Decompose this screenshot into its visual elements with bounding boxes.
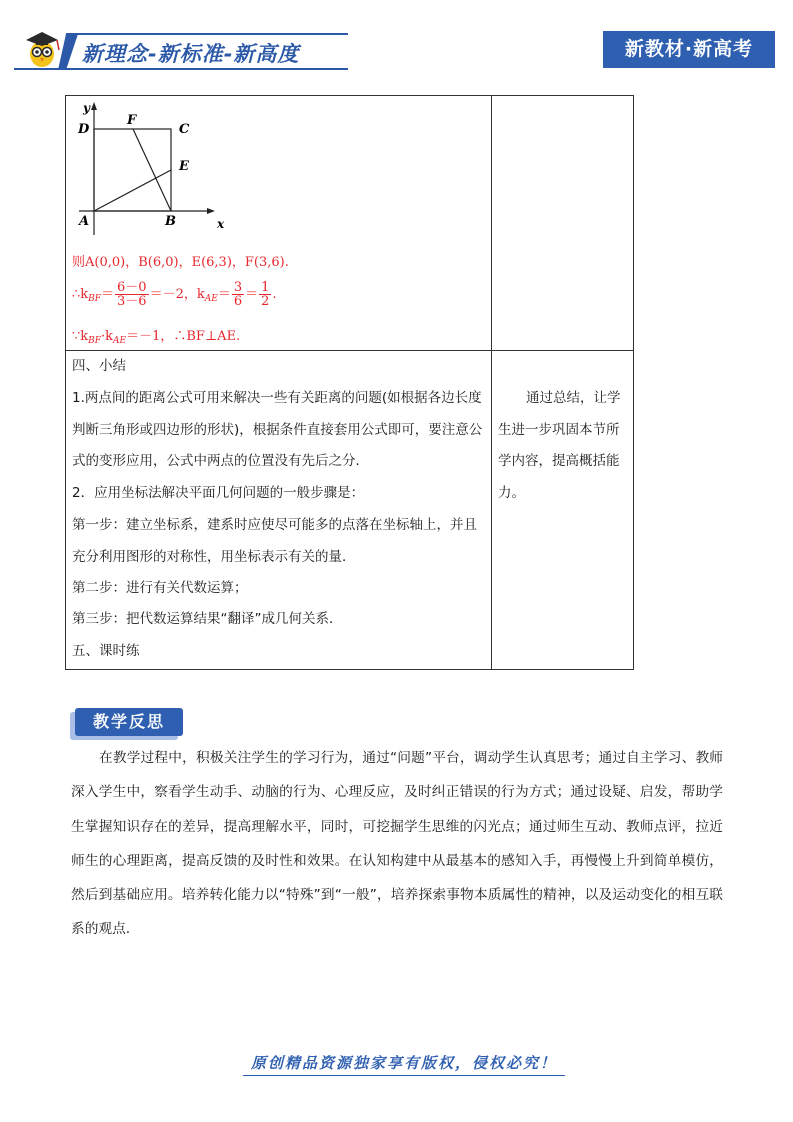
header-slogan: 新理念-新标准-新高度 [82,42,300,66]
kbf-result: ＝－2，k [149,287,205,302]
kae-numerator-1: 3 [233,280,243,295]
kae-fraction-1 [232,281,244,308]
kae-denominator-1: 6 [233,294,243,309]
copyright-footer: 原创精品资源独家享有版权，侵权必究！ [243,1052,565,1076]
header-badge: 新教材·新高考 [603,31,775,68]
kae-sub: AE [204,294,218,304]
header-rule-top [66,33,348,35]
label-A: A [79,214,90,229]
line3-part-a: ∵k [72,329,89,344]
label-C: C [179,122,190,137]
header-left [0,0,360,80]
reflection-text: 在教学过程中，积极关注学生的学习行为，通过“问题”平台，调动学生认真思考；通过自主学习、教师深入学生中，察看学生动手、动脑的行为、心理反应，及时纠正错误的行为方式；通过设疑、启发，帮助学生掌握知识存在的差异，提高理解水平，同时，可挖掘学生思维的闪光点；通过师生互动、教师点评，拉近师生的心理距离，提高反馈的及时性和效果。在认知构建中从最基本的感知入手，再慢慢上升到简单模仿，然后到基础应用。培养转化能力以“特殊”到“一般”，培养探索事物本质属性的精神，以及运动变化的相互联系的观点. [71,750,723,938]
kbf-prefix: ∴k [72,287,89,302]
label-y: y [83,101,90,115]
header-rule-bottom [14,68,348,70]
line3-part-c: ＝－1，∴BF⊥AE. [126,329,241,344]
kbf-fraction [115,281,149,308]
label-D: D [78,122,90,137]
kbf-numerator: 6－0 [117,280,147,295]
label-x: x [217,217,225,231]
kbf-sub: BF [88,294,102,304]
label-F: F [127,113,137,128]
solution-line-2: $\therefore k_{BF}=$ $\frac{6-0}{3-6}$ ＝－2，$k_{AE}=$ $\frac{3}{6}$ ＝ $\frac{1}{2}$ . [72,280,277,309]
summary-heading: 四、小结 [72,358,126,374]
solution-line-3 [72,325,240,346]
summary-p5: 第三步：把代数运算结果“翻译”成几何关系． [72,611,343,627]
kae-numerator-2: 1 [261,280,270,295]
summary-p6: 五、课时练 [72,643,140,659]
label-E: E [179,159,189,174]
table-column-divider [491,95,492,669]
line3-sub-1: BF [88,336,102,346]
label-B: B [165,214,176,229]
summary-p1: 1.两点间的距离公式可用来解决一些有关距离的问题(如根据各边长度判断三角形或四边形的形状)，根据条件直接套用公式即可，要注意公式的变形应用，公式中两点的位置没有先后之分． [72,390,483,469]
summary-right-note: 通过总结，让学生进一步巩固本节所学内容，提高概括能力。 [498,390,621,501]
kae-fraction-2 [259,281,271,308]
lesson-table [65,95,633,669]
line3-sub-2: AE [113,336,127,346]
coordinate-figure [69,100,239,235]
kae-denominator-2: 2 [261,294,270,309]
summary-p3: 第一步：建立坐标系，建系时应使尽可能多的点落在坐标轴上，并且充分利用图形的对称性，用坐标表示有关的量． [72,517,477,565]
reflection-title: 教学反思 [75,708,183,736]
line3-part-b: ·k [101,329,114,344]
summary-p4: 第二步：进行有关代数运算； [72,580,248,596]
slash-decoration-icon [58,30,82,72]
kbf-denominator: 3－6 [117,294,147,309]
summary-p2: 2．应用坐标法解决平面几何问题的一般步骤是： [72,485,365,501]
solution-line-1: 则A(0,0)，B(6,0)，E(6,3)，F(3,6). [72,255,289,270]
